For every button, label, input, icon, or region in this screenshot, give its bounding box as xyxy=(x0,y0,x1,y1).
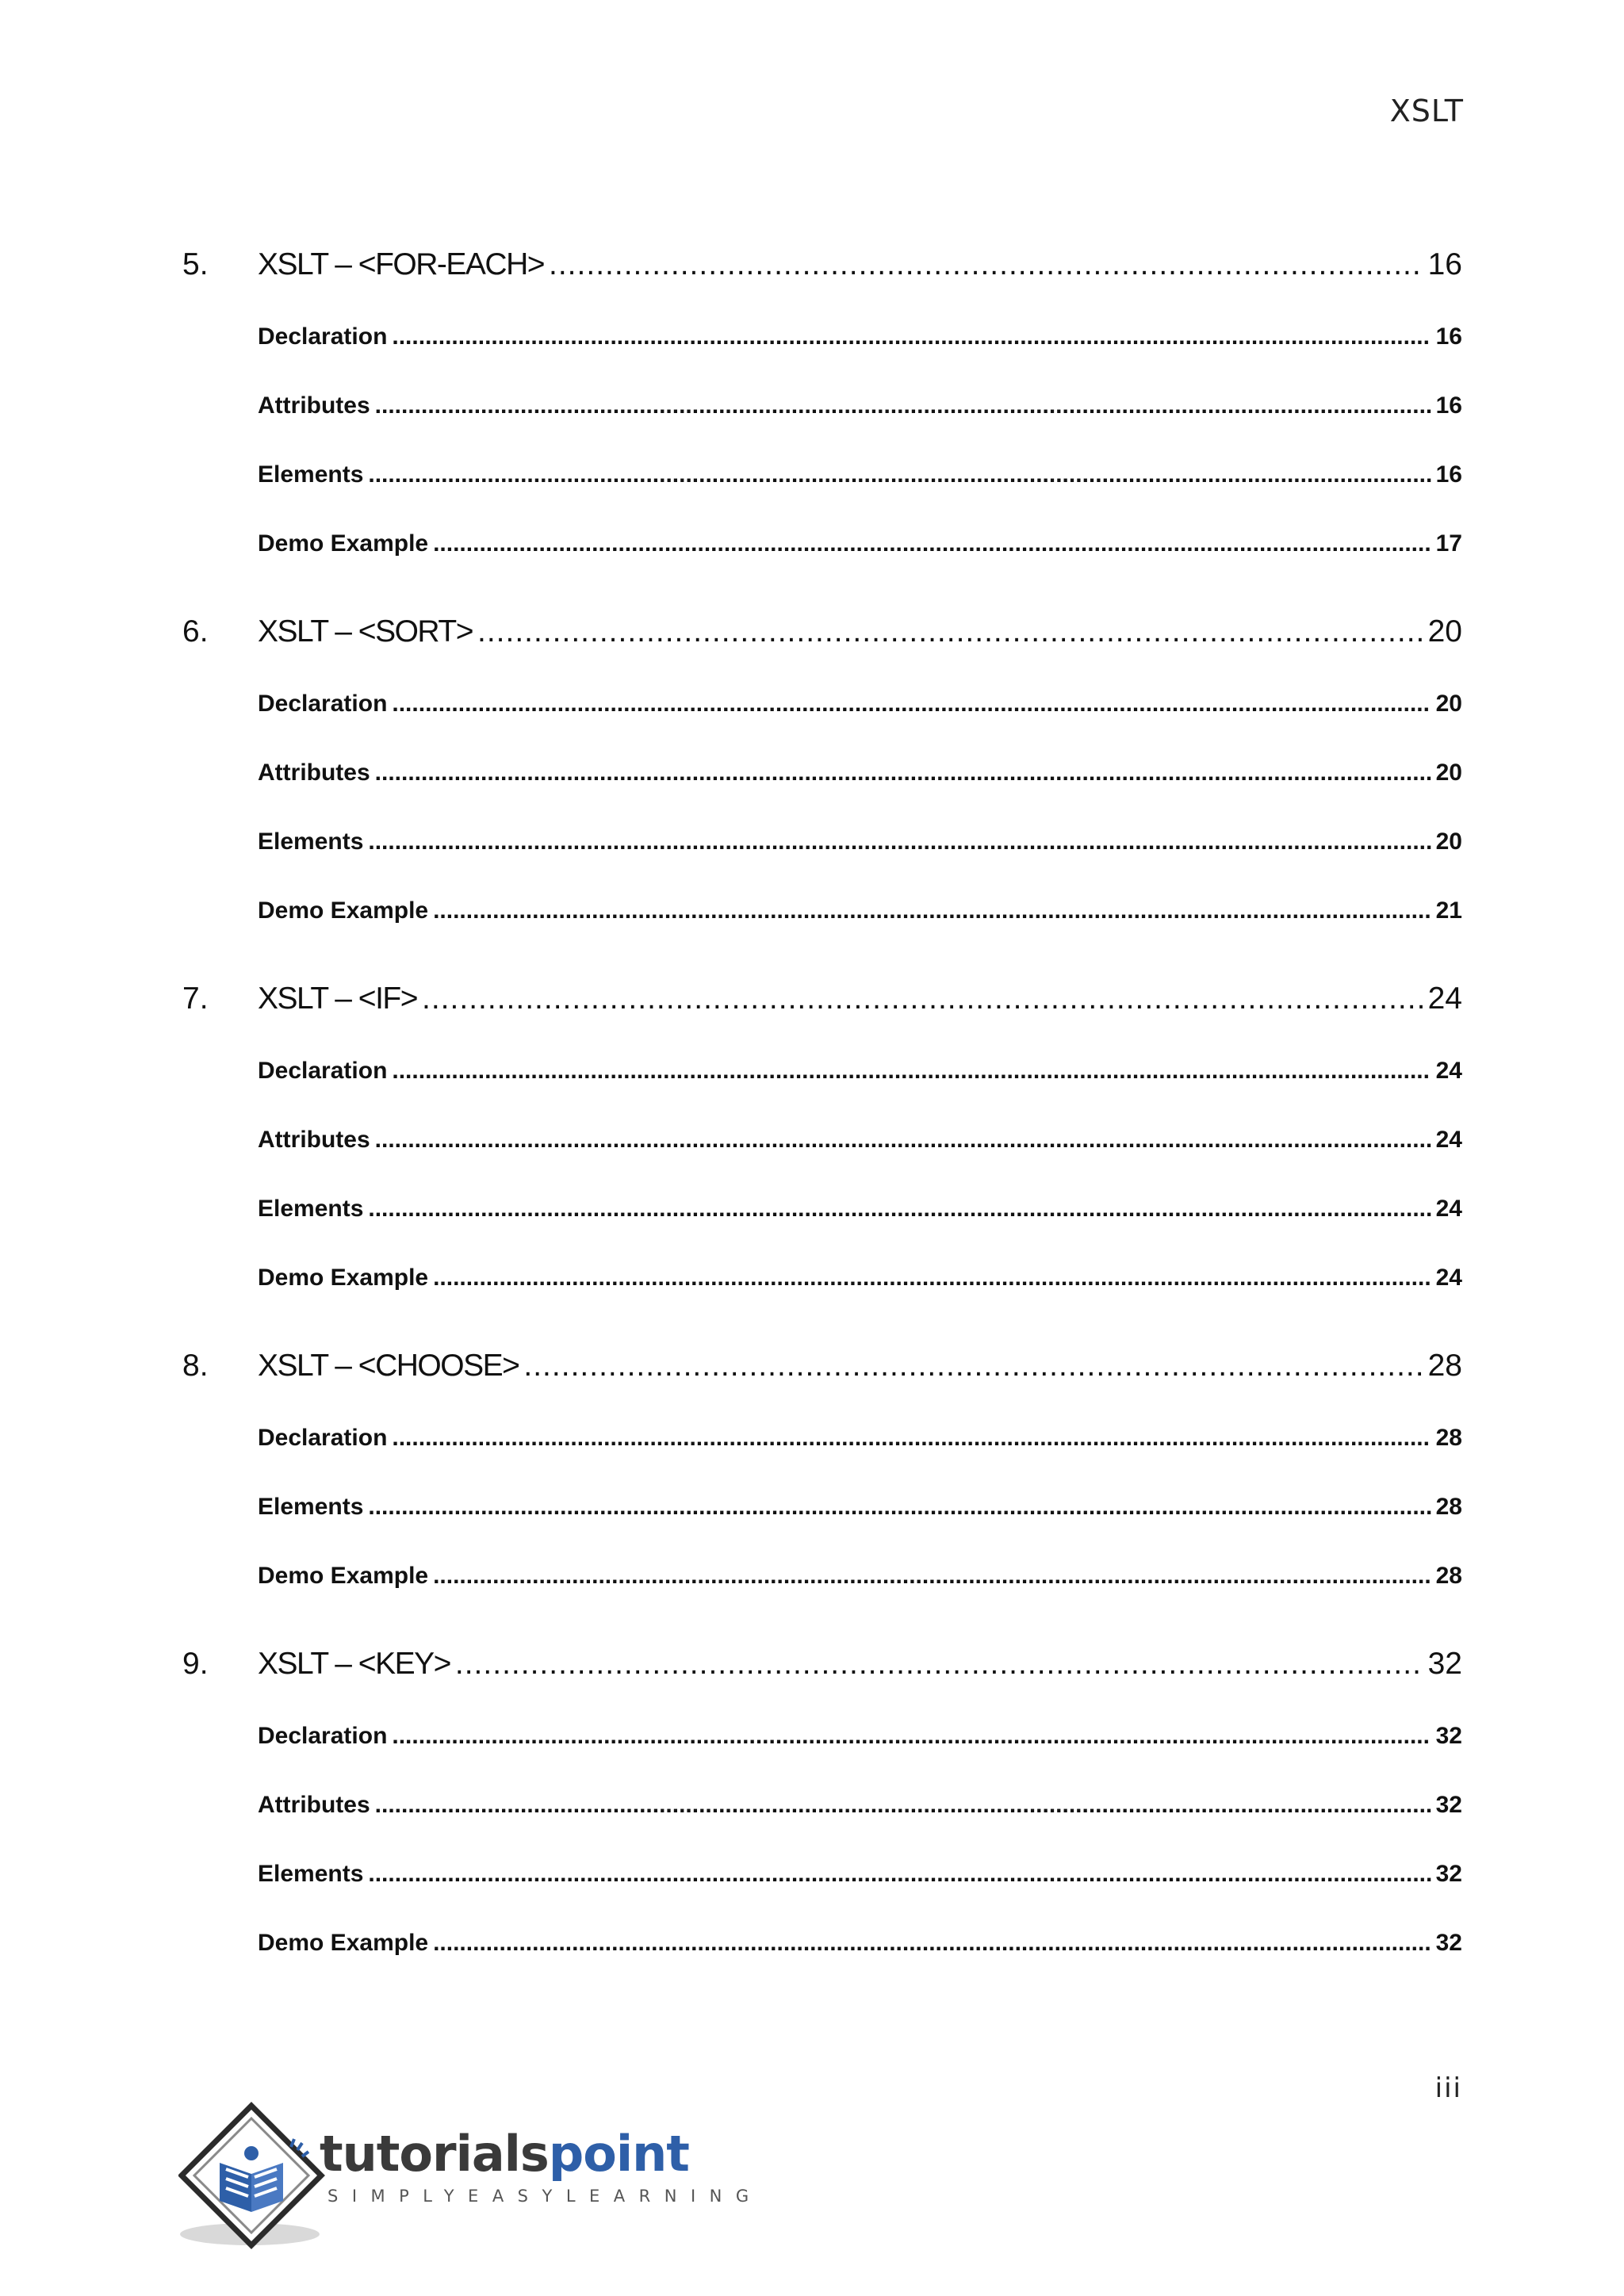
toc-entry[interactable] xyxy=(258,1792,1462,1819)
entry-title: Declaration xyxy=(258,323,388,350)
chapter-page-number: 32 xyxy=(1427,1647,1462,1681)
entry-title: Elements xyxy=(258,1196,364,1222)
entry-title: Declaration xyxy=(258,1425,388,1451)
toc-entry[interactable] xyxy=(258,323,1462,350)
entry-page-number: 32 xyxy=(1435,1723,1462,1749)
toc-entry[interactable] xyxy=(258,1425,1462,1452)
dot-leader xyxy=(523,1349,1423,1383)
toc-entry[interactable] xyxy=(258,1127,1462,1154)
entry-title: Demo Example xyxy=(258,530,429,557)
toc-entry[interactable] xyxy=(258,828,1462,855)
entry-page-number: 21 xyxy=(1435,897,1462,924)
entry-title: Attributes xyxy=(258,760,370,786)
chapter-number: 9. xyxy=(182,1647,209,1681)
entry-title: Elements xyxy=(258,461,364,488)
logo-wordmark: tutorialspoint xyxy=(320,2125,689,2183)
dot-leader xyxy=(392,1058,1431,1085)
entry-page-number: 16 xyxy=(1435,461,1462,488)
entry-title: Elements xyxy=(258,1494,364,1520)
chapter-number: 5. xyxy=(182,247,209,281)
toc-chapter-7[interactable] xyxy=(182,982,1462,1016)
toc-chapter-5[interactable] xyxy=(182,247,1462,282)
dot-leader xyxy=(375,1127,1431,1154)
toc-entry[interactable] xyxy=(258,1265,1462,1292)
logo-book-diamond-icon xyxy=(178,2101,329,2252)
entry-title: Attributes xyxy=(258,392,370,419)
chapter-title: XSLT – <KEY> xyxy=(258,1647,450,1681)
chapter-title: XSLT – <FOR-EACH> xyxy=(258,247,545,281)
dot-leader xyxy=(368,1861,1431,1888)
entry-title: Attributes xyxy=(258,1792,370,1818)
entry-page-number: 32 xyxy=(1435,1792,1462,1818)
dot-leader xyxy=(392,1723,1431,1750)
toc-entry[interactable] xyxy=(258,691,1462,718)
dot-leader xyxy=(392,1425,1431,1452)
dot-leader xyxy=(433,530,1431,557)
toc-entry[interactable] xyxy=(258,530,1462,557)
toc-entry[interactable] xyxy=(258,1058,1462,1085)
chapter-page-number: 24 xyxy=(1427,982,1462,1016)
entry-title: Declaration xyxy=(258,691,388,717)
dot-leader xyxy=(375,760,1431,786)
dot-leader xyxy=(433,1265,1431,1292)
entry-title: Declaration xyxy=(258,1058,388,1084)
toc-chapter-9[interactable] xyxy=(182,1647,1462,1682)
toc-entry[interactable] xyxy=(258,1723,1462,1750)
entry-page-number: 24 xyxy=(1435,1058,1462,1084)
chapter-page-number: 16 xyxy=(1427,247,1462,281)
toc-entry[interactable] xyxy=(258,760,1462,786)
entry-title: Declaration xyxy=(258,1723,388,1749)
toc-entry[interactable] xyxy=(258,1196,1462,1223)
chapter-title: XSLT – <SORT> xyxy=(258,614,473,649)
toc-chapter-8[interactable] xyxy=(182,1349,1462,1383)
entry-page-number: 24 xyxy=(1435,1265,1462,1291)
entry-title: Elements xyxy=(258,1861,364,1887)
dot-leader xyxy=(368,1196,1431,1223)
chapter-number: 7. xyxy=(182,982,209,1016)
entry-title: Elements xyxy=(258,828,364,855)
chapter-page-number: 28 xyxy=(1427,1349,1462,1383)
entry-page-number: 20 xyxy=(1435,828,1462,855)
toc-entry[interactable] xyxy=(258,1861,1462,1888)
entry-page-number: 24 xyxy=(1435,1196,1462,1222)
entry-page-number: 16 xyxy=(1435,392,1462,419)
dot-leader xyxy=(455,1647,1423,1682)
dot-leader xyxy=(422,982,1423,1016)
entry-page-number: 20 xyxy=(1435,760,1462,786)
entry-page-number: 17 xyxy=(1435,530,1462,557)
toc-entry[interactable] xyxy=(258,897,1462,924)
tutorialspoint-logo xyxy=(178,2101,763,2252)
toc-entry[interactable] xyxy=(258,461,1462,488)
toc-entry[interactable] xyxy=(258,1930,1462,1957)
entry-page-number: 28 xyxy=(1435,1563,1462,1589)
dot-leader xyxy=(477,614,1423,649)
entry-page-number: 24 xyxy=(1435,1127,1462,1153)
dot-leader xyxy=(392,323,1431,350)
dot-leader xyxy=(375,1792,1431,1819)
dot-leader xyxy=(433,1930,1431,1957)
entry-page-number: 28 xyxy=(1435,1425,1462,1451)
dot-leader xyxy=(433,897,1431,924)
dot-leader xyxy=(368,461,1431,488)
toc-entry[interactable] xyxy=(258,392,1462,419)
entry-title: Demo Example xyxy=(258,1930,429,1956)
entry-page-number: 16 xyxy=(1435,323,1462,350)
entry-title: Demo Example xyxy=(258,1265,429,1291)
dot-leader xyxy=(368,1494,1431,1521)
logo-tagline: SIMPLYEASYLEARNING xyxy=(327,2187,763,2206)
entry-title: Demo Example xyxy=(258,897,429,924)
chapter-title: XSLT – <CHOOSE> xyxy=(258,1349,519,1383)
entry-title: Attributes xyxy=(258,1127,370,1153)
entry-page-number: 32 xyxy=(1435,1930,1462,1956)
dot-leader xyxy=(392,691,1431,718)
dot-leader xyxy=(433,1563,1431,1590)
entry-page-number: 32 xyxy=(1435,1861,1462,1887)
entry-page-number: 20 xyxy=(1435,691,1462,717)
toc-entry[interactable] xyxy=(258,1563,1462,1590)
chapter-number: 8. xyxy=(182,1349,209,1383)
dot-leader xyxy=(375,392,1431,419)
entry-title: Demo Example xyxy=(258,1563,429,1589)
toc-entry[interactable] xyxy=(258,1494,1462,1521)
dot-leader xyxy=(549,247,1423,282)
toc-chapter-6[interactable] xyxy=(182,614,1462,649)
chapter-title: XSLT – <IF> xyxy=(258,982,418,1016)
running-header: XSLT xyxy=(1389,94,1464,128)
chapter-number: 6. xyxy=(182,614,209,649)
page-number: iii xyxy=(1434,2072,1462,2104)
dot-leader xyxy=(368,828,1431,855)
chapter-page-number: 20 xyxy=(1427,614,1462,649)
entry-page-number: 28 xyxy=(1435,1494,1462,1520)
